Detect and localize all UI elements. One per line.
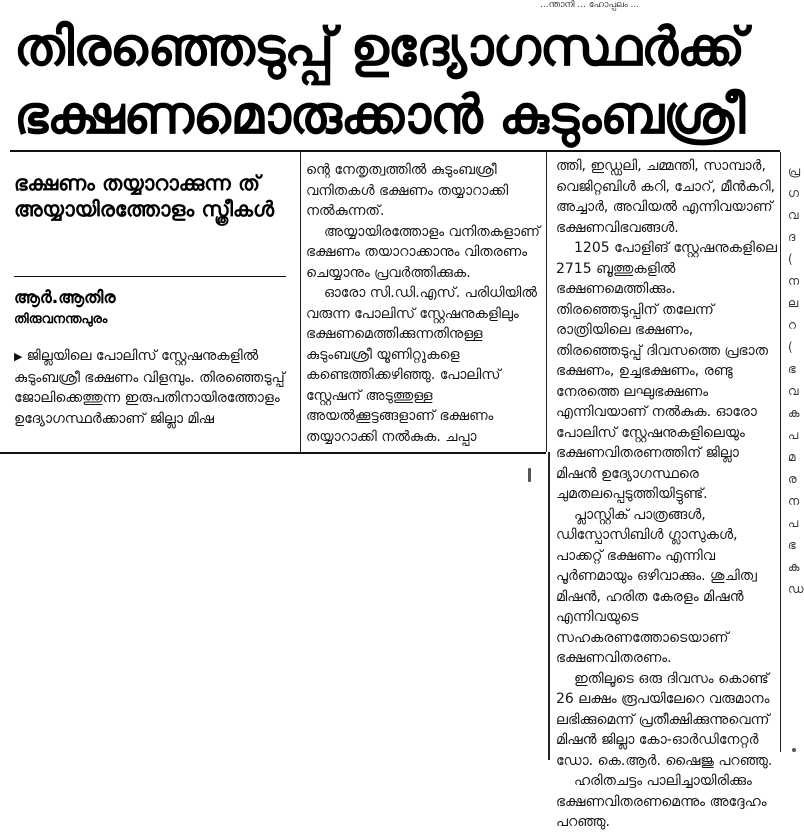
clip-edge-right [548, 452, 550, 760]
edge-fragment: ര [788, 472, 797, 486]
top-edge-text-fragment: ...ന്താനി ... ഹോപ്പലം ... [540, 0, 640, 10]
paragraph: ഇതിലൂടെ ഒരു ദിവസം കൊണ്ട് 26 ലക്ഷം രൂപയിലേറെ വരുമാനം ലഭിക്കുമെന്ന് പ്രതീക്ഷിക്കുന്നുവെന്ന് മിഷൻ ജില്ലാ കോ-ഓർഡിനേറ്റർ ഡോ. കെ.ആർ. ഷൈജു പറഞ്ഞു. [556, 670, 773, 769]
edge-fragment: ദ [788, 230, 796, 244]
headline [14, 14, 774, 150]
edge-fragment: ല [788, 296, 799, 310]
edge-fragment: ഭ [788, 538, 796, 552]
column-divider-1 [300, 152, 301, 452]
adjacent-article-fragments [788, 160, 804, 720]
edge-fragment: വ [788, 384, 799, 398]
paragraph: ഹരിതചട്ടം പാലിച്ചായിരിക്കും ഭക്ഷണവിതരണമെന്നും അദ്ദേഹം പറഞ്ഞു. [556, 773, 767, 830]
edge-fragment: പ്ര [788, 164, 801, 178]
edge-fragment: ക [788, 406, 800, 420]
edge-fragment: പ [788, 516, 799, 530]
edge-fragment: ക [788, 560, 800, 574]
article-column-3 [556, 156, 778, 830]
column-divider-2 [546, 152, 547, 452]
byline-dateline: തിരുവനന്തപുരം [14, 312, 108, 327]
edge-fragment: റ [788, 318, 796, 332]
edge-fragment: പ [788, 428, 799, 442]
edge-fragment: ( [788, 252, 793, 266]
edge-fragment: ഭ [788, 362, 796, 376]
paragraph: പ്ലാസ്റ്റിക് പാത്രങ്ങൾ, ഡിസ്പോസിബിൾ ഗ്ലാസുകൾ, പാക്കറ്റ് ഭക്ഷണം എന്നിവ പൂർണമായും ഒഴിവാക്കും. ശുചിത്വ മിഷൻ, ഹരിത കേരളം മിഷൻ എന്നിവയുടെ സഹകരണത്തോടെയാണ് ഭക്ഷണവിതരണം. [556, 506, 757, 666]
paragraph: അയ്യായിരത്തോളം വനിതകളാണ് ഭക്ഷണം തയാറാക്കാനും വിതരണം ചെയ്യാനും പ്രവർത്തിക്കുക. [306, 223, 540, 281]
edge-fragment: വ [788, 208, 799, 222]
right-column-divider [780, 152, 781, 752]
clip-edge-line [0, 452, 546, 454]
edge-fragment: ന [788, 494, 800, 508]
edge-fragment: ന [788, 274, 800, 288]
byline-rule [14, 276, 286, 277]
lead-marker-icon: ▶ [14, 350, 23, 363]
headline-line-1: തിരഞ്ഞെടുപ്പ് ഉദ്യോഗസ്ഥർക്ക് [14, 17, 745, 78]
headline-bottom-rule [10, 150, 780, 152]
article-column-2 [306, 160, 542, 450]
lead-text: ജില്ലയിലെ പോലിസ് സ്റ്റേഷനുകളിൽ കുടുംബശ്രീ ഭക്ഷണം വിളമ്പും. തിരഞ്ഞെടുപ്പ് ജോലിക്കെത്തുന്ന ഇരുപതിനായിരത്തോളം ഉദ്യോഗസ്ഥർക്കാണ് ജില്ലാ മിഷ [14, 348, 285, 427]
edge-fragment: ഡ [788, 582, 804, 596]
edge-fragment: ഗ [788, 186, 799, 200]
byline-reporter: ആർ.ആതിര [14, 288, 116, 308]
scan-speck [792, 748, 796, 752]
lead-paragraph [14, 346, 290, 450]
scan-speck [528, 468, 531, 482]
edge-fragment: മ [788, 450, 796, 464]
subheadline: ഭക്ഷണം തയ്യാറാക്കുന്ന ത് അയ്യായിരത്തോളം സ്ത്രീകൾ [14, 171, 275, 221]
headline-line-2: ഭക്ഷണമൊരുക്കാൻ കുടുംബശ്രീ [14, 85, 745, 146]
paragraph: ത്തി, ഇഡ്ഡലി, ചമ്മന്തി, സാമ്പാർ, വെജിറ്റബിൾ കറി, ചോറ്, മീൻകറി, അച്ചാർ, അവിയൽ എന്നിവയാണ് ഭക്ഷണവിഭവങ്ങൾ. [556, 158, 776, 236]
paragraph: 1205 പോളിങ് സ്റ്റേഷനുകളിലെ 2715 ബൂത്തുകളിൽ ഭക്ഷണമെത്തിക്കും. തിരഞ്ഞെടുപ്പിന് തലേന്ന് രാത്രിയിലെ ഭക്ഷണം, തിരഞ്ഞെടുപ്പ് ദിവസത്തെ പ്രഭാത ഭക്ഷണം, ഉച്ചഭക്ഷണം, രണ്ടു നേരത്തെ ലഘുഭക്ഷണം എന്നിവയാണ് നൽകുക. ഓരോ പോലിസ് സ്റ്റേഷനുകളിലെയും ഭക്ഷണവിതരണത്തിന് ജില്ലാ മിഷൻ ഉദ്യോഗസ്ഥരെ ചുമതലപ്പെടുത്തിയിട്ടുണ്ട്. [556, 240, 777, 502]
paragraph: ഓരോ സി.ഡി.എസ്. പരിധിയിൽ വരുന്ന പോലിസ് സ്റ്റേഷനുകളിലും ഭക്ഷണമെത്തിക്കുന്നതിനുള്ള കുടുംബശ്രീ യൂണിറ്റുകളെ കണ്ടെത്തിക്കഴിഞ്ഞു. പോലിസ് സ്റ്റേഷന് അടുത്തുള്ള അയൽക്കൂട്ടങ്ങളാണ് ഭക്ഷണം തയ്യാറാക്കി നൽകുക. ചപ്പാ [306, 285, 537, 445]
paragraph: ന്റെ നേതൃത്വത്തിൽ കുടുംബശ്രീ വനിതകൾ ഭക്ഷണം തയ്യാറാക്കി നൽകുന്നത്. [306, 162, 509, 219]
edge-fragment: ( [788, 340, 793, 354]
